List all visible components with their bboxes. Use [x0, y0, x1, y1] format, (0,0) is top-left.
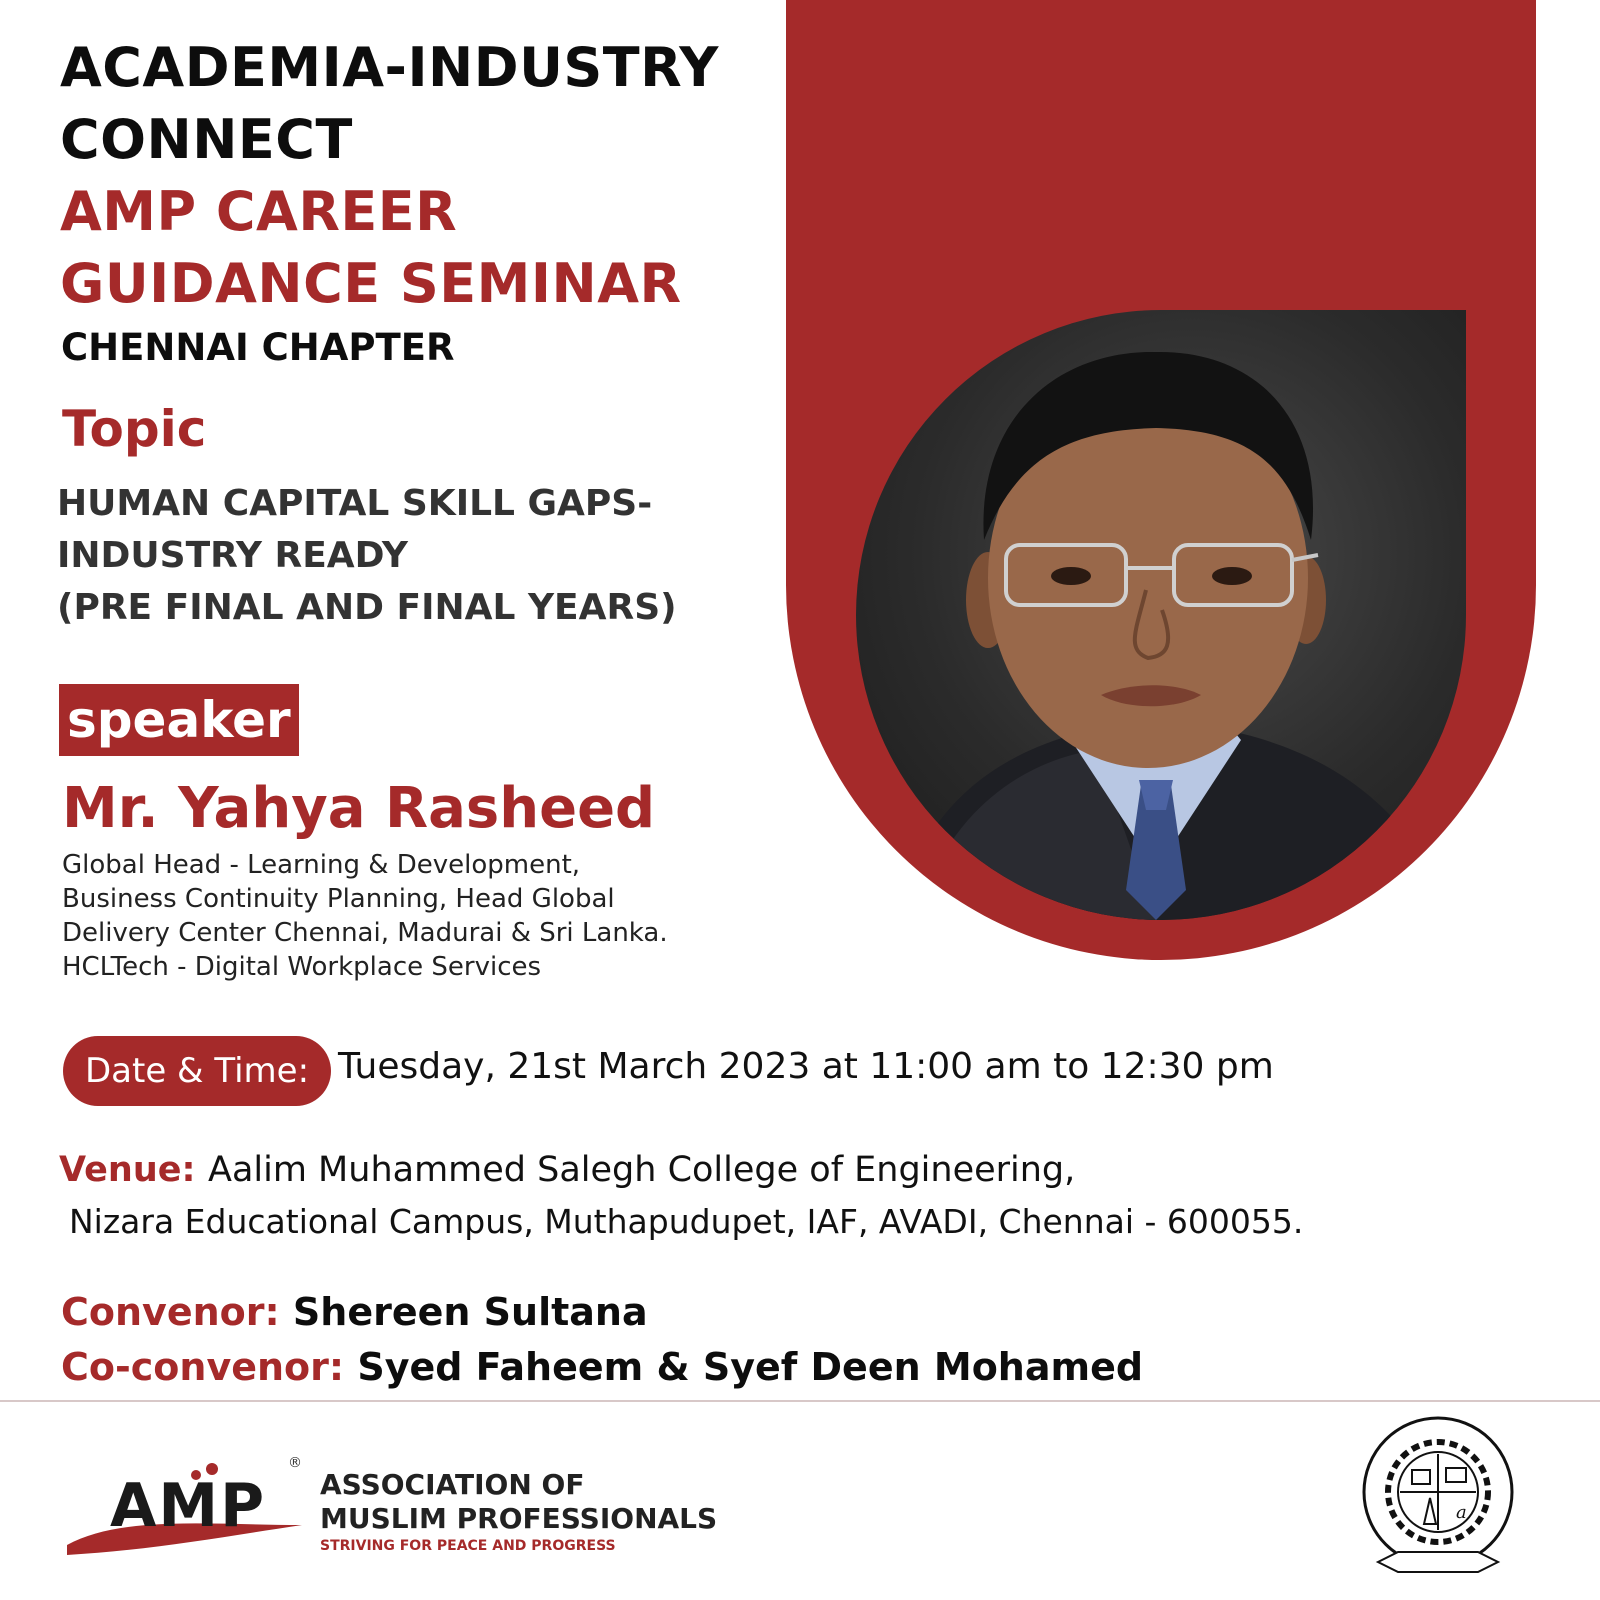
- title-line-3: AMP CAREER: [60, 180, 458, 243]
- footer-divider: [0, 1400, 1600, 1402]
- speaker-photo: [856, 310, 1466, 920]
- amp-logo: [62, 1455, 307, 1565]
- date-time-label: Date & Time:: [63, 1036, 331, 1106]
- college-seal-emblem: [1358, 1412, 1518, 1587]
- title-line-2: CONNECT: [60, 108, 353, 171]
- speaker-tag: speaker: [59, 684, 299, 756]
- college-seal: [1358, 1412, 1518, 1587]
- venue-line-1: Aalim Muhammed Salegh College of Engineering,: [208, 1150, 1076, 1190]
- convenor-name: Shereen Sultana: [292, 1290, 648, 1334]
- topic-line-3: (PRE FINAL AND FINAL YEARS): [57, 587, 677, 628]
- date-time-value: Tuesday, 21st March 2023 at 11:00 am to 12:30 pm: [338, 1046, 1274, 1087]
- speaker-bio-line: Business Continuity Planning, Head Global: [62, 884, 615, 914]
- co-convenor-names: Syed Faheem & Syef Deen Mohamed: [357, 1345, 1144, 1389]
- org-name-line-2: MUSLIM PROFESSIONALS: [320, 1502, 718, 1535]
- org-name-line-1: ASSOCIATION OF: [320, 1468, 585, 1501]
- org-name: [320, 1468, 717, 1536]
- title-line-1: ACADEMIA-INDUSTRY: [60, 36, 719, 99]
- speaker-portrait-image: [856, 310, 1466, 920]
- co-convenor-row: [61, 1345, 1143, 1389]
- chapter-label: CHENNAI CHAPTER: [61, 326, 455, 369]
- venue-line-2: Nizara Educational Campus, Muthapudupet, IAF, AVADI, Chennai - 600055.: [69, 1202, 1304, 1241]
- topic-label: Topic: [62, 400, 207, 458]
- co-convenor-label: Co-convenor:: [61, 1345, 345, 1389]
- topic-line-2: INDUSTRY READY: [57, 535, 408, 576]
- org-tagline: STRIVING FOR PEACE AND PROGRESS: [320, 1538, 616, 1554]
- convenor-label: Convenor:: [61, 1290, 280, 1334]
- title-line-4: GUIDANCE SEMINAR: [60, 252, 682, 315]
- convenor-row: [61, 1290, 648, 1334]
- speaker-bio-line: HCLTech - Digital Workplace Services: [62, 952, 542, 982]
- speaker-bio-line: Delivery Center Chennai, Madurai & Sri Lanka.: [62, 918, 668, 948]
- speaker-bio-line: Global Head - Learning & Development,: [62, 850, 581, 880]
- registered-mark: ®: [288, 1455, 302, 1471]
- venue-label: Venue:: [59, 1150, 196, 1190]
- topic-text: [57, 478, 677, 634]
- speaker-bio: [62, 848, 668, 984]
- amp-logo-letters: AMP: [110, 1471, 267, 1541]
- topic-line-1: HUMAN CAPITAL SKILL GAPS-: [57, 483, 653, 524]
- svg-text:a: a: [1456, 1502, 1467, 1523]
- speaker-name: Mr. Yahya Rasheed: [62, 776, 656, 841]
